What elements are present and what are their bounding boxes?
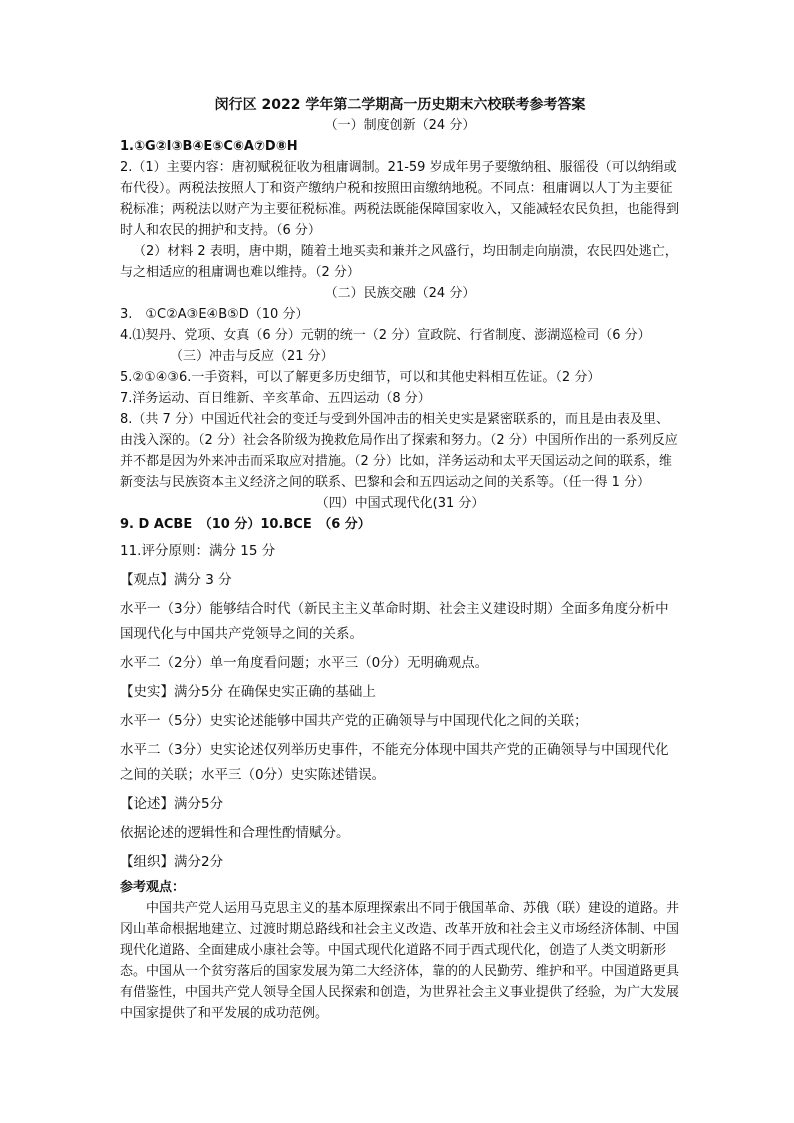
answer-q7: 7.洋务运动、百日维新、辛亥革命、五四运动（8 分） (120, 391, 431, 406)
answer-q5-q6: 5.②①④③6.一手资料，可以了解更多历史细节，可以和其他史料相互佐证。（2 分） (120, 370, 601, 385)
argument-level-1: 依据论述的逻辑性和合理性酌情赋分。 (120, 825, 350, 841)
facts-heading: 【史实】满分5分 在确保史实正确的基础上 (120, 684, 376, 700)
answer-q1: 1.①G②I③B④E⑤C⑥A⑦D⑧H (120, 139, 298, 154)
section-2-heading: （二）民族交融（24 分） (324, 286, 476, 301)
answer-q3: 3. ①C②A③E④B⑤D（10 分） (120, 307, 309, 322)
section-1-heading: （一）制度创新（24 分） (324, 118, 476, 133)
reference-body: 中国共产党人运用马克思主义的基本原理探索出不同于俄国革命、苏俄（联）建设的道路。井冈山革命根据地建立、过渡时期总路线和社会主义改造、改革开放和社会主义市场经济体制、中国现代化道路、全面建成小康社会等。中国式现代化道路不同于西式现代化，创造了人类文明新形态。中国从一个贫穷落后的国家发展为第二大经济体，靠的的人民勤劳、维护和平。中国道路更具有借鉴性，中国共产党人领导全国人民探索和创造，为世界社会主义事业提供了经验，为广大发展中国家提供了和平发展的成功范例。 (120, 901, 680, 1021)
viewpoint-heading: 【观点】满分 3 分 (120, 572, 232, 588)
viewpoint-level-2: 水平二（2分）单一角度看问题；水平三（0分）无明确观点。 (120, 655, 489, 671)
answer-q11-principle: 11.评分原则：满分 15 分 (120, 543, 276, 559)
answer-q2-part2: （2）材料 2 表明，唐中期，随着土地买卖和兼并之风盛行，均田制走向崩溃，农民四处逃亡，与之相适应的租庸调也难以维持。（2 分） (120, 244, 678, 280)
section-3-heading: （三）冲击与反应（21 分） (170, 349, 334, 364)
viewpoint-level-1: 水平一（3分）能够结合时代（新民主主义革命时期、社会主义建设时期）全面多角度分析中国现代化与中国共产党领导之间的关系。 (120, 601, 669, 642)
section-4-heading: （四）中国式现代化(31 分） (315, 496, 485, 511)
page-title: 闵行区 2022 学年第二学期高一历史期末六校联考参考答案 (214, 97, 586, 113)
organization-heading: 【组织】满分2分 (120, 854, 224, 870)
facts-level-2: 水平二（3分）史实论述仅列举历史事件，不能充分体现中国共产党的正确领导与中国现代化之间的关联；水平三（0分）史实陈述错误。 (120, 742, 669, 783)
argument-heading: 【论述】满分5分 (120, 796, 224, 812)
answer-q2-part1: 2.（1）主要内容：唐初赋税征收为租庸调制。21-59 岁成年男子要缴纳租、服徭役（可以纳绢或布代役）。两税法按照人丁和资产缴纳户税和按照田亩缴纳地税。不同点：租庸调以人丁为主要征税标准；两税法以财产为主要征税标准。两税法既能保障国家收入，又能减轻农民负担，也能得到时人和农民的拥护和支持。（6 分） (120, 160, 680, 238)
reference-heading: 参考观点： (120, 880, 186, 895)
facts-level-1: 水平一（5分）史实论述能够中国共产党的正确领导与中国现代化之间的关联； (120, 713, 588, 729)
answer-q9-q10: 9. D ACBE （10 分）10.BCE （6 分） (120, 517, 371, 532)
answer-q4: 4.⑴契丹、党项、女真（6 分）元朝的统一（2 分）宣政院、行省制度、澎湖巡检司（6 分） (120, 328, 651, 343)
answer-q8: 8.（共 7 分）中国近代社会的变迁与受到外国冲击的相关史实是紧密联系的，而且是由表及里、由浅入深的。（2 分）社会各阶级为挽救危局作出了探索和努力。（2 分）中国所作出的一系列反应并不都是因为外来冲击而采取应对措施。（2 分）比如，洋务运动和太平天国运动之间的联系，维新变法与民族资本主义经济之间的联系、巴黎和会和五四运动之间的关系等。（任一得 1 分） (120, 412, 678, 490)
answer-sheet (120, 95, 680, 1024)
